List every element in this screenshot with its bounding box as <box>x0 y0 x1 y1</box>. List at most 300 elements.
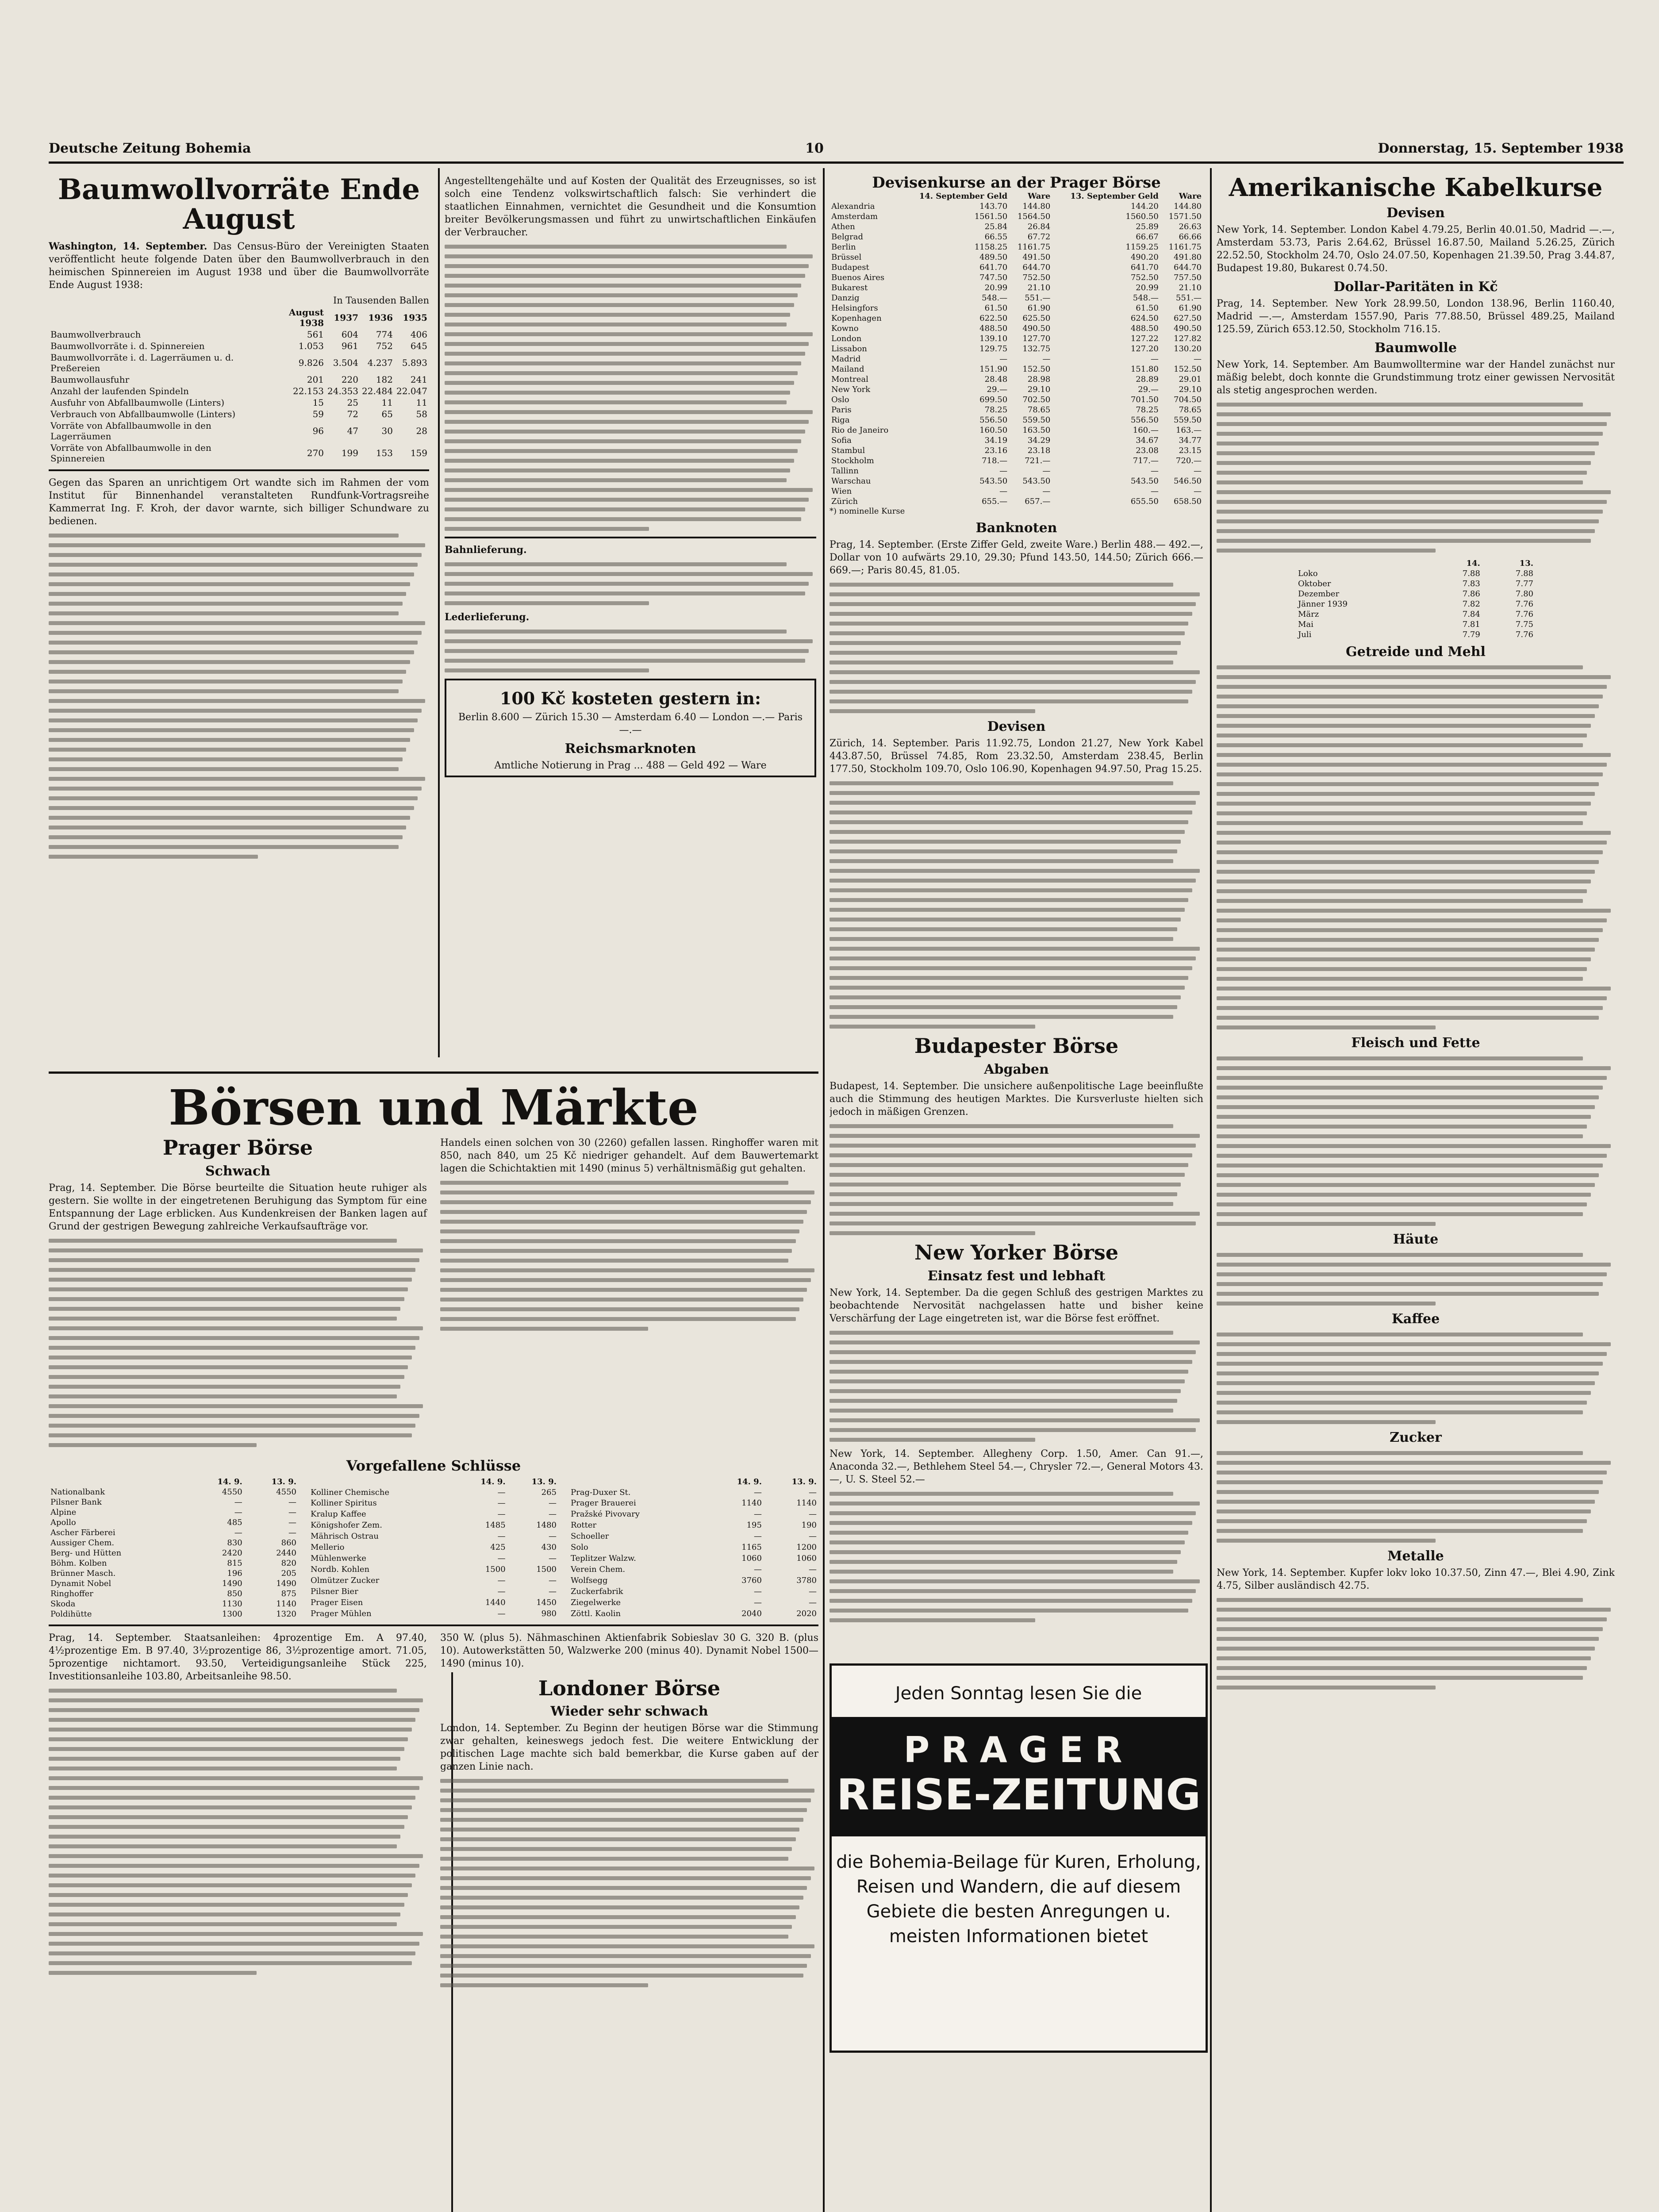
table-row <box>49 1548 298 1558</box>
rates-text: Berlin 8.600 — Zürich 15.30 — Amsterdam 6.40 — London —.— Paris —.— <box>458 712 803 736</box>
table-cell: 1.053 <box>298 341 324 352</box>
text-line <box>1217 1125 1587 1129</box>
kabel-devisen-text: New York, 14. September. London Kabel 4.79.25, Berlin 40.01.50, Madrid —.—, Amsterdam 53.73, Paris 2.64.62, Brüssel 16.87.50, Mailand 5.26.25, Zürich 22.52.50, Stockholm 24.70, Oslo 24.07.50, Kopenhagen 21.39.50, Prag 3.44.87, Budapest 19.80, Bukarest 0.74.50. <box>1217 224 1615 274</box>
table-cell: Ausfuhr von Abfallbaumwolle (Linters) <box>50 397 225 408</box>
text-line <box>1217 1529 1583 1533</box>
table-cell: 1564.50 <box>1017 212 1051 222</box>
table-cell: — <box>809 1509 817 1519</box>
banknoten-title: Banknoten <box>975 520 1057 536</box>
text-line <box>1217 1461 1611 1465</box>
table-cell: — <box>1194 466 1202 476</box>
table-row <box>830 283 1203 293</box>
table-cell: 559.50 <box>1022 415 1051 425</box>
text-line <box>1217 1362 1603 1366</box>
column-header <box>49 307 264 329</box>
table-row <box>830 211 1203 222</box>
zucker-text <box>1217 1451 1615 1543</box>
column-header <box>49 1477 190 1487</box>
text-line <box>49 563 418 567</box>
table-cell: — <box>288 1517 296 1527</box>
table-cell: 24.353 <box>327 386 359 397</box>
table-cell: 1165 <box>741 1543 762 1552</box>
text-line <box>440 1239 796 1243</box>
column-header: 1935 <box>403 312 427 323</box>
text-line <box>1217 1016 1599 1020</box>
text-line <box>1217 733 1587 737</box>
table-cell: 5.893 <box>402 357 427 369</box>
table-row <box>830 273 1203 283</box>
prager-text-2: Handels einen solchen von 30 (2260) gefallen lassen. Ringhoffer waren mit 850, nach 840, um 25 Kč niedriger gehandelt. Auf dem Bauwertemarkt lagen die Schichtaktien mit 1490 (minus 5) verhältnismäßig gut gehalten. <box>440 1137 818 1174</box>
text-line <box>445 323 787 326</box>
text-line <box>440 1190 814 1194</box>
table-cell: 655.50 <box>1130 497 1159 507</box>
table-cell: 4550 <box>276 1487 296 1497</box>
text-line <box>830 1492 1173 1496</box>
table-cell: Königshofer Zem. <box>311 1521 382 1530</box>
text-line <box>49 1297 404 1301</box>
text-line <box>440 1954 811 1958</box>
text-line <box>440 1915 796 1919</box>
staatsanleihen <box>49 1632 427 1993</box>
text-line <box>49 1776 423 1780</box>
text-line <box>440 1925 792 1929</box>
table-cell: Skoda <box>50 1599 76 1609</box>
table-cell: — <box>809 1532 817 1541</box>
text-line <box>830 986 1185 990</box>
text-line <box>49 757 403 761</box>
devisen-column <box>830 175 1203 1657</box>
text-line <box>445 371 798 375</box>
table-row <box>49 374 429 385</box>
text-line <box>1217 1519 1587 1523</box>
table-cell: — <box>1194 487 1202 496</box>
column-rule <box>823 168 825 2212</box>
text-line <box>440 1220 803 1224</box>
text-line <box>49 1346 415 1350</box>
table-cell: 20.99 <box>984 283 1008 293</box>
text-line <box>445 410 813 414</box>
text-line <box>445 284 801 288</box>
table-cell: 7.76 <box>1515 609 1533 619</box>
table-cell: 1500 <box>485 1564 506 1574</box>
table-cell: 747.50 <box>979 273 1008 283</box>
london-sub: Wieder sehr schwach <box>550 1704 708 1720</box>
text-line <box>830 908 1185 912</box>
text-line <box>830 622 1188 626</box>
table-cell: Zöttl. Kaolin <box>571 1609 621 1618</box>
table-cell: Riga <box>831 415 850 425</box>
text-line <box>49 1404 423 1408</box>
table-cell: 757.50 <box>1174 273 1202 283</box>
table-cell: 1485 <box>485 1521 506 1530</box>
table-row <box>830 313 1203 323</box>
text-line <box>1217 772 1603 776</box>
text-line <box>1217 879 1591 883</box>
table-cell: 28.48 <box>984 375 1008 384</box>
table-row <box>1296 579 1535 589</box>
table-cell: Verbrauch von Abfallbaumwolle (Linters) <box>50 409 236 420</box>
table-cell: Zuckerfabrik <box>571 1586 623 1596</box>
text-line <box>49 767 399 771</box>
text-line <box>445 391 790 395</box>
schluss-table-3 <box>569 1477 818 1619</box>
text-line <box>1217 821 1583 825</box>
text-line <box>1217 987 1611 991</box>
table-cell: Zürich <box>831 497 858 507</box>
column-header <box>309 1477 456 1487</box>
table-row <box>49 1528 298 1538</box>
table-cell: 153 <box>376 448 393 459</box>
text-line <box>1217 1500 1595 1504</box>
text-line <box>830 592 1200 596</box>
cotton-table <box>1296 558 1535 640</box>
table-cell: 1140 <box>276 1599 296 1609</box>
table-cell: 425 <box>490 1543 506 1552</box>
text-line <box>49 1815 408 1819</box>
text-line <box>445 659 805 663</box>
prager-more-2 <box>440 1181 818 1331</box>
text-line <box>830 849 1177 853</box>
text-line <box>1217 1480 1603 1484</box>
table-row <box>830 425 1203 435</box>
text-line <box>830 801 1196 805</box>
table-cell: 7.86 <box>1462 589 1480 599</box>
table-cell: Prager Eisen <box>311 1598 363 1607</box>
table-cell: 1159.25 <box>1125 242 1159 252</box>
text-line <box>440 1307 799 1311</box>
reise-zeitung-ad <box>830 1663 1208 2053</box>
table-cell: 3780 <box>796 1575 817 1585</box>
table-row <box>830 384 1203 395</box>
table-cell: 11 <box>381 397 393 408</box>
text-line <box>440 1896 803 1900</box>
table-row <box>569 1509 818 1520</box>
text-line <box>49 1864 419 1868</box>
table-cell: 26.84 <box>1027 222 1051 232</box>
haeute-text <box>1217 1253 1615 1306</box>
table-cell: Tallinn <box>831 466 859 476</box>
text-line <box>1217 996 1607 1000</box>
column-header: 14. 9. <box>737 1477 762 1486</box>
table-cell: 3.504 <box>333 357 359 369</box>
text-line <box>1217 1617 1607 1621</box>
table-cell: 1140 <box>741 1498 762 1508</box>
table-cell: 551.— <box>1025 293 1051 303</box>
table-cell: Aussiger Chem. <box>50 1538 115 1548</box>
table-cell: Bukarest <box>831 283 868 293</box>
table-cell: Kolliner Chemische <box>311 1487 390 1497</box>
table-cell: Juli <box>1298 630 1312 639</box>
notice-text <box>445 630 816 672</box>
table-cell: 127.70 <box>1022 334 1051 344</box>
text-line <box>49 1268 415 1272</box>
devisen-table <box>830 191 1203 507</box>
table-row <box>830 201 1203 211</box>
table-cell: 21.10 <box>1027 283 1051 293</box>
table-cell: 2440 <box>276 1548 296 1558</box>
table-row <box>569 1564 818 1575</box>
text-line <box>445 668 649 672</box>
table-cell: 29.01 <box>1179 375 1202 384</box>
table-row <box>569 1608 818 1619</box>
text-line <box>1217 1598 1583 1602</box>
table-cell: 65 <box>381 409 393 420</box>
table-cell: Ringhoffer <box>50 1589 93 1598</box>
text-line <box>445 352 805 356</box>
table-cell: 1158.25 <box>974 242 1008 252</box>
table-cell: Dezember <box>1298 589 1340 599</box>
text-line <box>440 1229 799 1233</box>
table-cell: — <box>288 1507 296 1517</box>
text-line <box>1217 1410 1583 1414</box>
table-cell: Baumwollvorräte i. d. Lagerräumen u. d. Preßereien <box>50 352 234 374</box>
dateline: Washington, 14. September. <box>49 241 207 253</box>
article-intro: Das Census-Büro der Vereinigten Staaten veröffentlicht heute folgende Daten über den Baumwollverbrauch in den heimischen Spinnereien im August 1938 und über die Baumwollvorräte Ende August 1938: <box>49 241 429 291</box>
table-cell: Wolfsegg <box>571 1575 608 1585</box>
text-line <box>830 820 1188 824</box>
newyork-quotes-more <box>830 1492 1203 1622</box>
text-line <box>830 1144 1196 1148</box>
table-row <box>569 1586 818 1597</box>
text-line <box>440 1327 648 1331</box>
text-line <box>1217 860 1599 864</box>
text-line <box>830 888 1192 892</box>
table-row <box>309 1509 558 1520</box>
text-line <box>1217 695 1603 699</box>
table-cell: 551.— <box>1175 293 1202 303</box>
table-cell: London <box>831 334 862 344</box>
table-row <box>830 496 1203 507</box>
table-cell: — <box>549 1575 557 1585</box>
budapest-title: Budapester Börse <box>914 1034 1119 1058</box>
table-row <box>49 1497 298 1507</box>
table-row <box>309 1575 558 1586</box>
table-cell: 641.70 <box>979 263 1008 273</box>
table-cell: — <box>999 487 1008 496</box>
table-cell: — <box>999 354 1008 364</box>
text-line <box>830 947 1200 951</box>
london-more <box>440 1779 818 1987</box>
text-line <box>830 1192 1177 1196</box>
text-line <box>1217 1222 1436 1226</box>
table-cell: 1320 <box>276 1609 296 1619</box>
baumwolle-table <box>49 307 429 464</box>
table-cell: 34.19 <box>984 436 1008 445</box>
table-cell: 265 <box>541 1487 557 1497</box>
table-row <box>49 397 429 408</box>
notice-title: Bahnlieferung. <box>445 544 527 556</box>
text-line <box>1217 451 1595 455</box>
table-cell: 7.76 <box>1515 630 1533 639</box>
table-cell: 28.98 <box>1027 375 1051 384</box>
table-cell: 4550 <box>222 1487 242 1497</box>
table-cell: 406 <box>410 329 427 340</box>
table-cell: 1130 <box>222 1599 242 1609</box>
text-line <box>1217 928 1603 932</box>
table-cell: — <box>288 1528 296 1537</box>
table-cell: 58 <box>416 409 427 420</box>
article-lead: Gegen das Sparen an unrichtigem Ort wandte sich im Rahmen der vom Institut für Binnenhandel veranstalteten Rundfunk-Vortragsreihe Kammerrat Ing. F. Kroh, der davor warnte, sich billiger Schundware zu bedienen. <box>49 477 429 527</box>
text-line <box>49 621 425 625</box>
text-line <box>830 976 1188 980</box>
table-cell: — <box>497 1575 506 1585</box>
table-cell: — <box>809 1564 817 1574</box>
text-line <box>1217 792 1595 796</box>
table-row <box>830 344 1203 354</box>
newyork-title: New Yorker Börse <box>914 1240 1119 1264</box>
table-cell: 7.77 <box>1515 579 1533 588</box>
table-cell: 1490 <box>222 1578 242 1588</box>
budapest-more <box>830 1124 1203 1235</box>
text-line <box>49 806 414 810</box>
text-line <box>1217 412 1611 416</box>
text-line <box>49 816 410 820</box>
text-line <box>1217 549 1436 553</box>
text-line <box>440 1298 803 1302</box>
text-line <box>830 1350 1196 1354</box>
text-line <box>440 1847 792 1851</box>
text-line <box>49 1689 397 1693</box>
text-line <box>49 1317 397 1321</box>
text-line <box>1217 1666 1587 1670</box>
table-row <box>1296 568 1535 579</box>
text-line <box>830 869 1200 873</box>
table-row <box>830 415 1203 425</box>
text-line <box>440 1798 811 1802</box>
text-line <box>1217 1115 1591 1119</box>
table-cell: Teplitzer Walzw. <box>571 1553 636 1563</box>
table-cell: 7.83 <box>1462 579 1480 588</box>
table-cell: 752 <box>376 341 393 352</box>
table-cell: 66.67 <box>1136 232 1159 242</box>
text-line <box>49 1433 412 1437</box>
text-line <box>1217 743 1583 747</box>
text-line <box>1217 1173 1599 1177</box>
newspaper-name: Deutsche Zeitung Bohemia <box>49 140 251 156</box>
table-cell: Danzig <box>831 293 860 303</box>
table-cell: Mellerio <box>311 1543 345 1552</box>
text-line <box>1217 1647 1595 1651</box>
table-cell: 644.70 <box>1022 263 1051 273</box>
text-line <box>445 332 813 336</box>
table-cell: Mai <box>1298 619 1313 629</box>
table-cell: — <box>549 1498 557 1508</box>
text-line <box>49 1708 419 1712</box>
text-line <box>440 1837 796 1841</box>
text-line <box>49 718 418 722</box>
table-row <box>49 1487 298 1497</box>
text-line <box>1217 889 1587 893</box>
table-cell: Kolliner Spiritus <box>311 1498 377 1508</box>
metalle-title: Metalle <box>1387 1548 1444 1564</box>
text-line <box>49 631 422 635</box>
text-line <box>445 630 787 634</box>
metalle-more <box>1217 1598 1615 1690</box>
table-cell: 11 <box>416 397 427 408</box>
table-cell: — <box>809 1586 817 1596</box>
table-cell: 78.25 <box>1136 405 1159 415</box>
text-line <box>49 650 414 654</box>
text-line <box>1217 1025 1436 1029</box>
table-cell: Prager Mühlen <box>311 1609 372 1618</box>
table-cell: 25.84 <box>984 222 1008 232</box>
text-line <box>49 738 410 742</box>
table-cell: 78.65 <box>1179 405 1202 415</box>
table-cell: Montreal <box>831 375 868 384</box>
table-row <box>49 442 429 464</box>
table-cell: 485 <box>227 1517 242 1527</box>
text-line <box>830 1418 1200 1422</box>
text-line <box>830 859 1173 863</box>
table-cell: 752.50 <box>1130 273 1159 283</box>
table-cell: — <box>753 1598 762 1607</box>
column-header: 13. September Geld <box>1070 192 1159 201</box>
text-line <box>49 592 406 596</box>
table-row <box>49 1589 298 1599</box>
text-line <box>1217 753 1611 757</box>
column-header: 1936 <box>368 312 393 323</box>
table-cell: 7.88 <box>1515 568 1533 578</box>
text-line <box>445 572 813 576</box>
text-line <box>49 1961 412 1965</box>
divider <box>445 537 816 538</box>
table-row <box>309 1542 558 1553</box>
table-row <box>49 340 429 352</box>
table-cell: 624.50 <box>1130 314 1159 323</box>
text-line <box>445 449 798 453</box>
table-cell: 774 <box>376 329 393 340</box>
text-line <box>1217 539 1591 543</box>
text-line <box>1217 802 1591 806</box>
table-cell: 67.72 <box>1027 232 1051 242</box>
text-line <box>830 1609 1188 1613</box>
table-cell: 641.70 <box>1130 263 1159 273</box>
rates-box <box>445 679 816 777</box>
table-cell: 34.67 <box>1136 436 1159 445</box>
table-cell: 15 <box>312 397 324 408</box>
text-line <box>1217 782 1599 786</box>
text-line <box>49 1414 419 1418</box>
schluss-title: Vorgefallene Schlüsse <box>346 1457 521 1474</box>
table-cell: 78.25 <box>984 405 1008 415</box>
table-cell: 3760 <box>741 1575 762 1585</box>
table-cell: 1140 <box>796 1498 817 1508</box>
column-header: 14. September Geld <box>919 192 1008 201</box>
text-line <box>1217 811 1587 815</box>
table-cell: 29.— <box>1138 385 1159 395</box>
text-line <box>1217 948 1595 952</box>
table-cell: Olmützer Zucker <box>311 1575 380 1585</box>
table-cell: 604 <box>341 329 359 340</box>
column-header: 13. 9. <box>791 1477 817 1486</box>
table-cell: Loko <box>1298 568 1318 578</box>
text-line <box>830 1589 1196 1593</box>
table-row <box>1296 619 1535 630</box>
table-cell: — <box>1042 354 1051 364</box>
table-cell: 199 <box>341 448 359 459</box>
table-cell: 1560.50 <box>1125 212 1159 222</box>
table-cell: 622.50 <box>979 314 1008 323</box>
text-line <box>440 1210 807 1214</box>
table-cell: Amsterdam <box>831 212 878 222</box>
text-line <box>1217 442 1599 445</box>
text-line <box>1217 1212 1583 1216</box>
table-cell: 7.82 <box>1462 599 1480 609</box>
table-cell: 625.50 <box>1022 314 1051 323</box>
table-cell: 23.08 <box>1136 446 1159 456</box>
text-line <box>49 1835 400 1839</box>
table-row <box>830 466 1203 476</box>
